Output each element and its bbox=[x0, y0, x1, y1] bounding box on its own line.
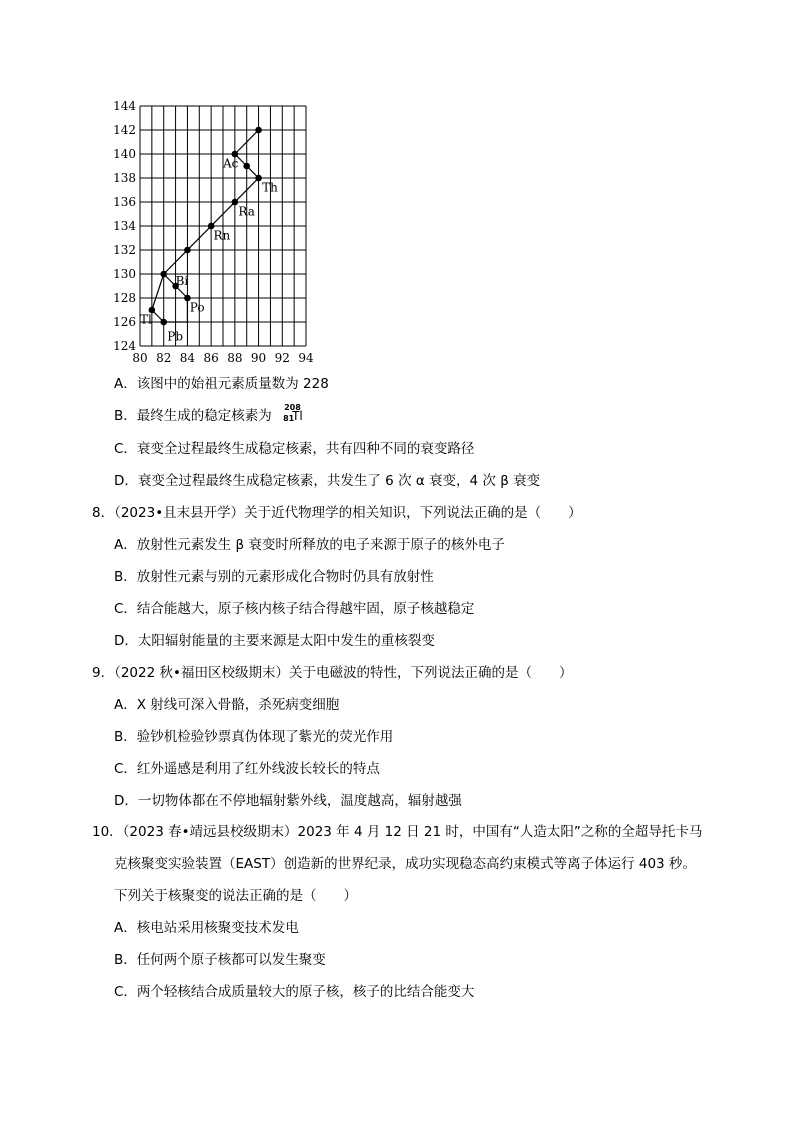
nuclide-point bbox=[184, 247, 191, 254]
x-tick-label: 84 bbox=[179, 351, 196, 365]
nuclide-point bbox=[232, 199, 239, 206]
q9-option-b[interactable]: B．验钞机检验钞票真伪体现了紫光的荧光作用 bbox=[114, 729, 394, 745]
chart-grid bbox=[140, 106, 306, 346]
y-tick-labels bbox=[113, 99, 136, 353]
q10-stem-line2: 克核聚变实验装置（EAST）创造新的世界纪录，成功实现稳态高约束模式等离子体运行 403 秒。 bbox=[114, 856, 696, 872]
q8-option-c[interactable]: C．结合能越大，原子核内核子结合得越牢固，原子核越稳定 bbox=[114, 601, 475, 617]
q10-stem-line3: 下列关于核聚变的说法正确的是（ ） bbox=[114, 888, 357, 904]
x-tick-label: 86 bbox=[203, 351, 219, 365]
q7-option-d[interactable]: D．衰变全过程最终生成稳定核素，共发生了 6 次 α 衰变，4 次 β 衰变 bbox=[114, 473, 541, 489]
y-tick-label: 130 bbox=[113, 267, 136, 281]
q8-option-b[interactable]: B．放射性元素与别的元素形成化合物时仍具有放射性 bbox=[114, 569, 434, 585]
y-tick-label: 128 bbox=[113, 291, 136, 305]
nuclide-label: Bi bbox=[175, 274, 189, 289]
nuclide-point bbox=[160, 319, 167, 326]
q8-option-d[interactable]: D．太阳辐射能量的主要来源是太阳中发生的重核裂变 bbox=[114, 633, 435, 649]
q10-option-b[interactable]: B．任何两个原子核都可以发生聚变 bbox=[114, 952, 326, 968]
mass-number: 208 bbox=[284, 403, 301, 412]
nuclide-symbol bbox=[276, 403, 303, 425]
decay-chart bbox=[108, 94, 318, 366]
nuclide-point bbox=[255, 127, 262, 134]
nuclide-label: Ra bbox=[238, 204, 255, 219]
nuclide-point bbox=[255, 175, 262, 182]
q7-option-b-text: B．最终生成的稳定核素为 bbox=[114, 408, 272, 424]
y-tick-label: 136 bbox=[113, 195, 136, 209]
element-symbol: Tl bbox=[292, 409, 303, 423]
y-tick-label: 134 bbox=[113, 219, 136, 233]
nuclide-label: Ac bbox=[223, 156, 239, 171]
y-tick-label: 138 bbox=[113, 171, 136, 185]
q9-option-c[interactable]: C．红外遥感是利用了红外线波长较长的特点 bbox=[114, 761, 380, 777]
decay-segment bbox=[152, 274, 164, 310]
nuclide-point bbox=[243, 163, 250, 170]
q8-stem: 8．（2023•且末县开学）关于近代物理学的相关知识，下列说法正确的是（ ） bbox=[92, 505, 582, 521]
nuclide-label: Po bbox=[189, 300, 205, 315]
q7-option-c[interactable]: C．衰变全过程最终生成稳定核素，共有四种不同的衰变路径 bbox=[114, 441, 475, 457]
q7-option-b[interactable] bbox=[114, 403, 303, 425]
x-tick-label: 88 bbox=[227, 351, 243, 365]
y-tick-label: 142 bbox=[113, 123, 136, 137]
q10-option-c[interactable]: C．两个轻核结合成质量较大的原子核，核子的比结合能变大 bbox=[114, 984, 475, 1000]
q9-stem: 9．（2022 秋•福田区校级期末）关于电磁波的特性，下列说法正确的是（ ） bbox=[92, 665, 573, 681]
q9-option-d[interactable]: D．一切物体都在不停地辐射紫外线，温度越高，辐射越强 bbox=[114, 793, 462, 809]
x-tick-label: 82 bbox=[156, 351, 172, 365]
atomic-number: 81 bbox=[283, 414, 295, 423]
q9-option-a[interactable]: A．X 射线可深入骨骼，杀死病变细胞 bbox=[114, 697, 340, 713]
y-tick-label: 126 bbox=[113, 315, 136, 329]
nuclide-label: Th bbox=[262, 180, 278, 195]
nuclide-point bbox=[160, 271, 167, 278]
nuclide-label: Rn bbox=[213, 228, 231, 243]
q8-option-a[interactable]: A．放射性元素发生 β 衰变时所释放的电子来源于原子的核外电子 bbox=[114, 537, 505, 553]
q7-option-a[interactable]: A．该图中的始祖元素质量数为 228 bbox=[114, 376, 329, 392]
nuclide-label: Tl bbox=[140, 312, 152, 327]
y-tick-label: 124 bbox=[113, 339, 136, 353]
nuclide-label: Pb bbox=[167, 329, 184, 344]
q10-option-a[interactable]: A．核电站采用核聚变技术发电 bbox=[114, 920, 299, 936]
x-tick-label: 94 bbox=[298, 351, 314, 365]
x-tick-labels bbox=[132, 351, 314, 365]
q10-stem-line1: 10．（2023 春•靖远县校级期末）2023 年 4 月 12 日 21 时，中国有“人造太阳”之称的全超导托卡马 bbox=[92, 824, 703, 840]
y-tick-label: 140 bbox=[113, 147, 136, 161]
x-tick-label: 80 bbox=[132, 351, 148, 365]
x-tick-label: 92 bbox=[274, 351, 290, 365]
y-tick-label: 132 bbox=[113, 243, 136, 257]
x-tick-label: 90 bbox=[250, 351, 267, 365]
y-tick-label: 144 bbox=[113, 99, 136, 113]
